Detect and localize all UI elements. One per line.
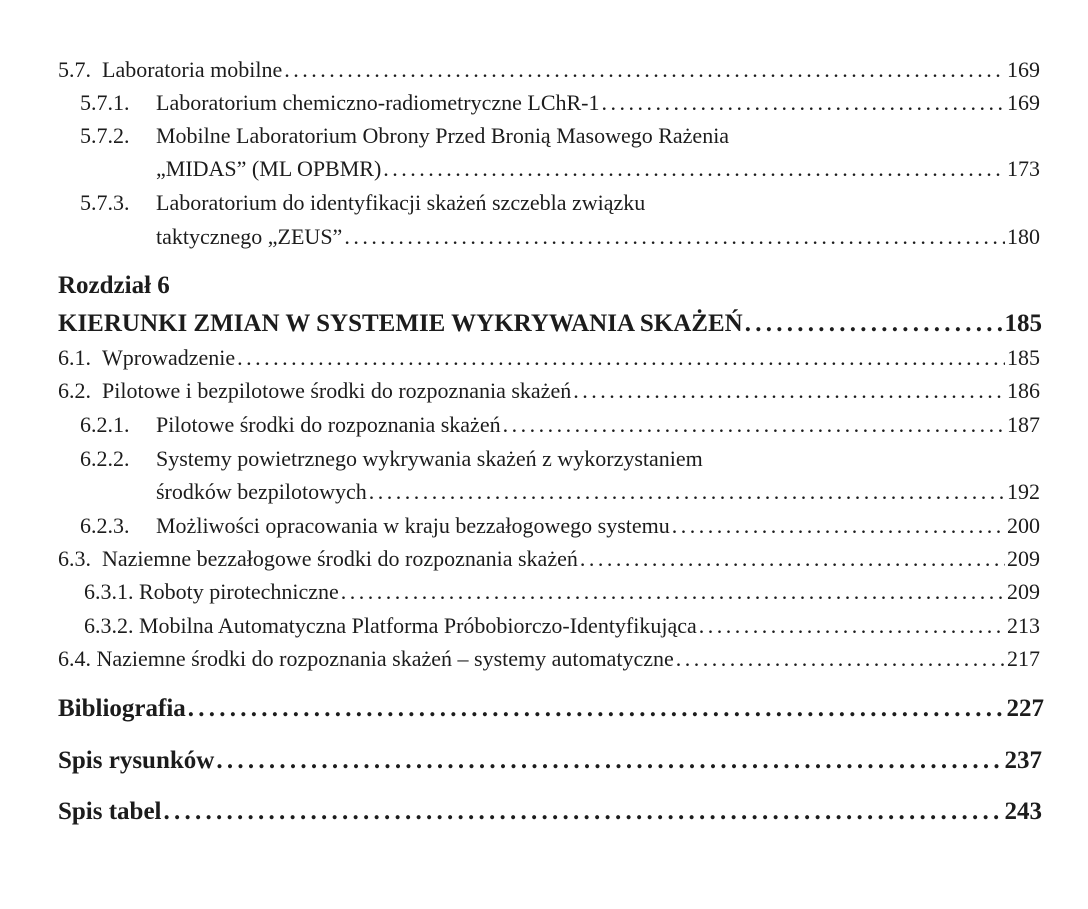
toc-entry-title-cont: środków bezpilotowych bbox=[156, 479, 367, 504]
toc-entry-6-3-1[interactable] bbox=[84, 577, 1040, 607]
toc-entry-title-cont: taktycznego „ZEUS” bbox=[156, 224, 343, 249]
toc-entry-title: Naziemne bezzałogowe środki do rozpoznania skażeń bbox=[102, 546, 578, 571]
toc-entry-page: 227 bbox=[1006, 695, 1044, 722]
chapter-title: KIERUNKI ZMIAN W SYSTEMIE WYKRYWANIA SKAŻEŃ bbox=[58, 310, 743, 337]
toc-entry-page: 209 bbox=[1007, 579, 1040, 604]
toc-entry-title: Pilotowe i bezpilotowe środki do rozpoznania skażeń bbox=[102, 378, 572, 403]
toc-entry-5-7-2-line1[interactable] bbox=[80, 121, 729, 151]
toc-entry-6-2-3[interactable] bbox=[80, 511, 1040, 541]
toc-entry-6-2[interactable] bbox=[58, 376, 1040, 406]
toc-entry-title: Systemy powietrznego wykrywania skażeń z wykorzystaniem bbox=[156, 446, 703, 471]
toc-entry-number: 5.7.3. bbox=[80, 190, 130, 215]
toc-entry-list-of-figures[interactable] bbox=[58, 746, 1042, 776]
toc-entry-page: 185 bbox=[1007, 345, 1040, 370]
toc-entry-number: 6.4. bbox=[58, 646, 91, 671]
toc-entry-title: Spis rysunków bbox=[58, 747, 215, 774]
toc-entry-6-2-2-line1[interactable] bbox=[80, 444, 703, 474]
toc-entry-page: 200 bbox=[1007, 513, 1040, 538]
toc-entry-page: 243 bbox=[1004, 798, 1042, 825]
toc-entry-page: 237 bbox=[1004, 747, 1042, 774]
dot-leader bbox=[344, 222, 1005, 252]
dot-leader bbox=[745, 309, 1003, 339]
toc-entry-6-2-2-line2[interactable] bbox=[156, 477, 1040, 507]
toc-entry-number: 5.7. bbox=[58, 57, 91, 82]
dot-leader bbox=[341, 577, 1005, 607]
toc-entry-number: 6.3. bbox=[58, 546, 91, 571]
toc-entry-page: 213 bbox=[1007, 613, 1040, 638]
dot-leader bbox=[503, 410, 1005, 440]
toc-entry-number: 5.7.1. bbox=[80, 90, 130, 115]
toc-entry-list-of-tables[interactable] bbox=[58, 797, 1042, 827]
toc-entry-6-4[interactable] bbox=[58, 644, 1040, 674]
dot-leader bbox=[672, 511, 1005, 541]
toc-entry-number: 6.3.1. bbox=[84, 579, 134, 604]
toc-entry-5-7-1[interactable] bbox=[80, 88, 1040, 118]
dot-leader bbox=[699, 611, 1005, 641]
toc-entry-page: 173 bbox=[1007, 156, 1040, 181]
toc-entry-number: 6.2. bbox=[58, 378, 91, 403]
toc-entry-page: 185 bbox=[1004, 310, 1042, 337]
toc-entry-title: Pilotowe środki do rozpoznania skażeń bbox=[156, 412, 501, 437]
dot-leader bbox=[164, 797, 1003, 827]
toc-entry-6-2-1[interactable] bbox=[80, 410, 1040, 440]
toc-entry-title: Roboty pirotechniczne bbox=[139, 579, 339, 604]
dot-leader bbox=[284, 55, 1005, 85]
toc-entry-page: 186 bbox=[1007, 378, 1040, 403]
toc-entry-title: Możliwości opracowania w kraju bezzałogowego systemu bbox=[156, 513, 670, 538]
toc-entry-number: 6.1. bbox=[58, 345, 91, 370]
chapter-6-heading[interactable] bbox=[58, 309, 1042, 339]
toc-entry-page: 187 bbox=[1007, 412, 1040, 437]
dot-leader bbox=[580, 544, 1005, 574]
toc-entry-6-3-2[interactable] bbox=[84, 611, 1040, 641]
toc-entry-5-7-3-line1[interactable] bbox=[80, 188, 645, 218]
dot-leader bbox=[216, 746, 1002, 776]
dot-leader bbox=[237, 343, 1005, 373]
toc-entry-title: Naziemne środki do rozpoznania skażeń – systemy automatyczne bbox=[96, 646, 674, 671]
toc-entry-title: Wprowadzenie bbox=[102, 345, 236, 370]
toc-entry-title: Bibliografia bbox=[58, 695, 186, 722]
dot-leader bbox=[573, 376, 1005, 406]
dot-leader bbox=[676, 644, 1005, 674]
toc-entry-title: Laboratoria mobilne bbox=[102, 57, 283, 82]
toc-entry-number: 6.2.1. bbox=[80, 412, 130, 437]
toc-entry-number: 6.3.2. bbox=[84, 613, 134, 638]
toc-entry-title-cont: „MIDAS” (ML OPBMR) bbox=[156, 156, 382, 181]
toc-entry-title: Laboratorium do identyfikacji skażeń szczebla związku bbox=[156, 190, 646, 215]
dot-leader bbox=[602, 88, 1006, 118]
toc-entry-title: Laboratorium chemiczno-radiometryczne LChR-1 bbox=[156, 90, 600, 115]
toc-entry-page: 217 bbox=[1007, 646, 1040, 671]
toc-entry-page: 169 bbox=[1007, 90, 1040, 115]
toc-entry-page: 180 bbox=[1007, 224, 1040, 249]
dot-leader bbox=[369, 477, 1005, 507]
toc-entry-5-7[interactable] bbox=[58, 55, 1040, 85]
toc-entry-5-7-2-line2[interactable] bbox=[156, 154, 1040, 184]
toc-entry-6-1[interactable] bbox=[58, 343, 1040, 373]
toc-entry-title: Mobilne Laboratorium Obrony Przed Bronią Masowego Rażenia bbox=[156, 123, 730, 148]
dot-leader bbox=[188, 694, 1005, 724]
dot-leader bbox=[383, 154, 1005, 184]
toc-entry-page: 192 bbox=[1007, 479, 1040, 504]
toc-entry-bibliography[interactable] bbox=[58, 694, 1044, 724]
toc-entry-number: 5.7.2. bbox=[80, 123, 130, 148]
toc-entry-title: Spis tabel bbox=[58, 798, 162, 825]
toc-entry-title: Mobilna Automatyczna Platforma Próbobiorczo-Identyfikująca bbox=[139, 613, 697, 638]
toc-entry-page: 169 bbox=[1007, 57, 1040, 82]
toc-entry-5-7-3-line2[interactable] bbox=[156, 222, 1040, 252]
toc-entry-page: 209 bbox=[1007, 546, 1040, 571]
toc-entry-number: 6.2.3. bbox=[80, 513, 130, 538]
toc-entry-number: 6.2.2. bbox=[80, 446, 130, 471]
chapter-label: Rozdział 6 bbox=[58, 272, 170, 299]
toc-entry-6-3[interactable] bbox=[58, 544, 1040, 574]
